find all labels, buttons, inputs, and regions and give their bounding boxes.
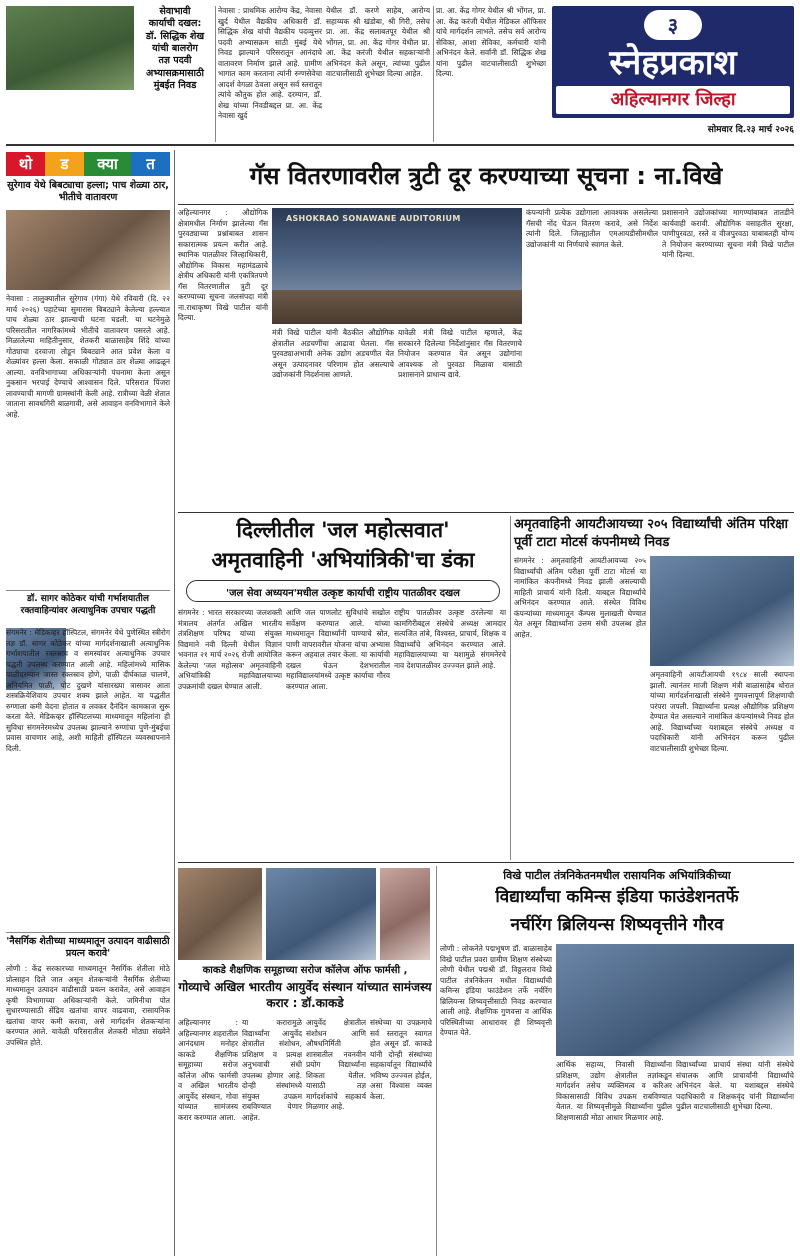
cummins-headline-line1: विद्यार्थ्यांचा कमिन्स इंडिया फाउंडेशनतर्फे bbox=[495, 887, 739, 907]
lead-photo-banner: ASHOKRAO SONAWANE AUDITORIUM bbox=[286, 214, 461, 223]
kakde-headline-line1: काकडे शैक्षणिक समूहाच्या सरोज कॉलेज ऑफ फार्मसी , bbox=[202, 965, 408, 976]
delhi-col3: राष्ट्रीय पातळीवर उत्कृष्ट ठरलेल्या या कामगिरीबद्दल संस्थेचे अध्यक्ष आमदार सत्यजित तांबे, विश्वस्त, प्राचार्य, शिक्षक व विद्यार्थ्यांचे अभिनंदन करण्यात आले. महाविद्यालयाच्या या यशामुळे संगमनेरचे नाव देशपातळीवर उज्ज्वल झाले आहे. bbox=[394, 608, 506, 670]
cummins-photo bbox=[556, 944, 794, 1056]
tag-letter: थो bbox=[6, 152, 45, 176]
top-box-line: मुंबईत निवड bbox=[153, 80, 197, 92]
sidebar-tag-strip bbox=[6, 152, 170, 176]
delhi-col1: संगमनेर : भारत सरकारच्या जलशक्ती मंत्रालय अंतर्गत अखिल भारतीय तंत्रशिक्षण परिषद यांच्या संयुक्त विद्यमाने नवी दिल्ली येथील विज्ञान भवनात २१ मार्च २०२६ रोजी आयोजित केलेल्या 'जल महोत्सव' अमृतवाहिनी अभियांत्रिकी महाविद्यालयाच्या उपक्रमांची दखल घेण्यात आली. bbox=[178, 608, 282, 691]
top-article-col3: प्रा. आ. केंद्र गोगर येथील श्री भोंगल, प्रा. आ. केंद्र करंजी येथील मेडिकल ऑफिसर यांचे मार्गदर्शन लाभले. तसेच सर्व आरोग्य सेविका, आशा सेविका, कर्मचारी यांनी अभिनंदन केले. सर्वांनी डॉ. सिद्धिक शेख यांना पुढील वाटचालीसाठी शुभेच्छा दिल्या. bbox=[436, 6, 546, 79]
top-article-col2: येथील डॉ. करणे साहेब, आरोग्य सहाय्यक श्री खंडोबा, श्री गिरी, तसेच प्रा. आ. केंद्र सलाबतपूर येथील श्री भोंगल, प्रा. आ. केंद्र गोगर येथील प्रा. आ. केंद्र करंजी येथील सहकाऱ्यांनी अभिनंदन केले असून, त्यांच्या पुढील वाटचालीसाठी शुभेच्छा दिल्या आहेत. bbox=[326, 6, 430, 79]
masthead-title: स्नेहप्रकाश bbox=[609, 43, 737, 83]
lead-col4: यावेळी मंत्री विखे पाटील म्हणाले, केंद्र सरकारने दिलेल्या निर्देशांनुसार गॅस वितरणाचे नियोजन करण्यात येत असून उद्योगांना आवश्यक तो पुरवठा मिळावा यासाठी प्रशासनाने प्राधान्य द्यावे. bbox=[398, 328, 522, 380]
top-box-line: अभ्यासक्रमासाठी bbox=[146, 67, 204, 79]
cummins-col3: विद्यार्थ्यांच्या प्राचार्य संस्था यांनी संस्थेचे संचालक आणि प्राचार्यांनी विद्यार्थ्यांचे अभिनंदन केले. या यशाबद्दल संस्थेचे पदाधिकारी व शिक्षकवृंद यांनी विद्यार्थ्यांना पुढील वाटचालीसाठी शुभेच्छा दिल्या. bbox=[676, 1060, 794, 1112]
top-box-line: यांची बालरोग bbox=[152, 43, 198, 55]
masthead bbox=[552, 6, 794, 142]
cummins-col2: आर्थिक सहाय्य, निवासी विद्यार्थ्यांना प्रशिक्षण, उद्योग क्षेत्रातील तज्ञांकडून मार्गदर्शन तसेच व्यक्तिमत्व व करिअर विकासासाठी विविध उपक्रम राबविण्यात येतात. या शिष्यवृत्तीमुळे विद्यार्थ्यांना पुढील शिक्षणासाठी मोठा आधार मिळणार आहे. bbox=[556, 1060, 672, 1122]
delhi-col2: आणि जल पाणलोट सुविधांचे सखोल सर्वेक्षण करण्यात आले. यांच्या माध्यमातून विद्यार्थ्यांनी पाण्याचे स्रोत, पाणी वापरावरील योजना यांचा अभ्यास करून अहवाल तयार केला. या कार्याची दखल घेऊन देशभरातील महाविद्यालयांमध्ये उत्कृष्ट कार्याचा गौरव करण्यात आला. bbox=[286, 608, 390, 691]
lead-col3: मंत्री विखे पाटील यांनी बैठकीत औद्योगिक क्षेत्रातील अडचणींचा आढावा घेतला. गॅस पुरवठ्याअभावी अनेक उद्योग अडचणीत येत असून उत्पादनावर परिणाम होत असल्याचे उद्योजकांनी निदर्शनास आणले. bbox=[272, 328, 394, 380]
masthead-edition: अहिल्यानगर जिल्हा bbox=[610, 89, 736, 110]
kakde-photo-1 bbox=[178, 868, 262, 960]
cummins-headline-line2: नर्चरिंग ब्रिलियन्स शिष्यवृत्तीने गौरव bbox=[510, 915, 724, 935]
top-box-line: कार्याची दखल: bbox=[148, 18, 202, 30]
sidebar-story2-body: संगमनेर : मेडिकव्हर हॉस्पिटल, संगमनेर येथे पुणेस्थित स्त्रीरोग तज्ञ डॉ. सागर कोठेकर यांच्या मार्गदर्शनाखाली अत्याधुनिक गर्भाशयातील रक्तस्राव व समस्यांवर अत्याधुनिक उपचार पद्धती उपलब्ध करण्यात आली आहे. महिलांमध्ये मासिक पाळीदरम्यान जास्त रक्तस्राव होणे, पाळी दीर्घकाळ चालणे, अनियमित पाळी, पोट दुखणे यांसारख्या त्रासावर आता शस्त्रक्रियेशिवाय उपचार शक्य झाले आहेत. या पद्धतीत रुग्णाला कमी वेदना होतात व लवकर दैनंदिन कामकाज सुरू करता येते. मेडिकव्हर हॉस्पिटलच्या माध्यमातून महिलांना ही सुविधा संगमनेरमध्येच उपलब्ध झाल्याने रुग्णांचा पुणे-मुंबईचा प्रवास वाचणार आहे, अशी माहिती हॉस्पिटल व्यवस्थापनाने दिली. bbox=[6, 628, 170, 753]
delhi-subhead-text: 'जल सेवा अध्ययन'मधील उत्कृष्ट कार्याची राष्ट्रीय पातळीवर दखल bbox=[226, 588, 460, 599]
kakde-col4: संस्थेच्या या उपक्रमाचे सर्व स्तरातून स्वागत होत असून डॉ. काकडे यांनी दोन्ही संस्थांच्या सहकार्यातून विद्यार्थ्यांचे भविष्य उज्ज्वल होईल, असा विश्वास व्यक्त केला. bbox=[370, 1018, 432, 1101]
lead-photo bbox=[272, 208, 522, 324]
tata-col1: संगमनेर : अमृतवाहिनी आयटीआयच्या २०५ विद्यार्थ्यांची अंतिम परीक्षा पूर्वी टाटा मोटर्स या नामांकित कंपनीमध्ये निवड झाली असल्याची माहिती प्राचार्य यांनी दिली. याबद्दल विद्यार्थ्यांचे अभिनंदन करण्यात आले. संस्थेत विविध कंपन्यांच्या माध्यमातून कॅम्पस मुलाखती घेण्यात येत असून विद्यार्थ्यांना उत्तम संधी उपलब्ध होत आहेत. bbox=[514, 556, 646, 639]
lead-headline: गॅस वितरणावरील त्रुटी दूर करण्याच्या सूचना : ना.विखे bbox=[249, 162, 723, 190]
tag-letter: ड bbox=[45, 152, 84, 176]
top-box-line: डॉ. सिद्धिक शेख bbox=[145, 30, 205, 42]
delhi-headline-line2: अमृतवाहिनी 'अभियांत्रिकी'चा डंका bbox=[211, 548, 475, 572]
top-box-line: तज्ञ पदवी bbox=[158, 55, 192, 67]
page-number: ३ bbox=[667, 13, 679, 37]
lead-col5: कंपन्यांनी प्रत्येक उद्योगाला आवश्यक असलेल्या गॅसची नोंद घेऊन वितरण करावे, असे निर्देश त्यांनी दिले. जिल्ह्यातील एमआयडीसीमधील उद्योजकांनी या निर्णयाचे स्वागत केले. bbox=[526, 208, 658, 249]
kakde-col3: आयुर्वेद क्षेत्रातील संशोधन आणि औषधनिर्मिती शास्त्रातील नवनवीन प्रयोग विद्यार्थ्यांना शिकता येतील. यासाठी तज्ञ मार्गदर्शकांचे सहकार्य मिळणार आहे. bbox=[306, 1018, 366, 1112]
cummins-kicker: विखे पाटील तंत्रनिकेतनमधील रासायनिक अभियांत्रिकीच्या bbox=[503, 869, 731, 882]
tag-letter: त bbox=[131, 152, 170, 176]
lead-photo-stage bbox=[272, 290, 522, 324]
top-left-photo bbox=[6, 6, 134, 90]
sidebar-story1-body: नेवासा : तालुक्यातील सुरेगाव (गंगा) येथे रविवारी (दि. २२ मार्च २०२६) पहाटेच्या सुमारास बिबट्याने केलेल्या हल्ल्यात पाच शेळ्या ठार झाल्याची घटना घडली. या घटनेमुळे परिसरातील नागरिकांमध्ये भीतीचे वातावरण पसरले आहे. मिळालेल्या माहितीनुसार, शेतकरी बाळासाहेब शिंदे यांच्या गोठ्याचा दरवाजा तोडून बिबट्याने आत प्रवेश केला व शेळ्यांवर हल्ला केला. सकाळी गोठ्यात ठार शेळ्या आढळून आल्या. वनविभागाच्या अधिकाऱ्यांनी पंचनामा केला असून नुकसान भरपाई देण्याचे आश्वासन दिले. परिसरात पिंजरा लावण्याची मागणी ग्रामस्थांनी केली आहे. रात्रीच्या वेळी शेतात जाताना सावधगिरी बाळगावी, असे आवाहन वनविभागाने केले आहे. bbox=[6, 294, 170, 419]
kakde-headline-line2: गोव्याचे अखिल भारतीय आयुर्वेद संस्थान यांच्यात सामंजस्य करार : डॉ.काकडे bbox=[178, 980, 432, 1010]
top-box bbox=[138, 6, 212, 104]
tata-photo bbox=[650, 556, 794, 666]
lead-col1: अहिल्यानगर : औद्योगिक क्षेत्रामधील निर्माण झालेल्या गॅस पुरवठ्याच्या प्रश्नांबाबत शासन सकारात्मक प्रयत्न करीत आहे. स्थानिक पातळीवर जिल्हाधिकारी, औद्योगिक विकास महामंडळाचे क्षेत्रीय अधिकारी यांनी एकत्रितपणे गॅस वितरणातील त्रुटी दूर करण्याच्या सूचना जलसंपदा मंत्री ना.राधाकृष्ण विखे पाटील यांनी दिल्या. bbox=[178, 208, 268, 323]
cummins-col1: लोणी : लोकनेते पद्मभूषण डॉ. बाळासाहेब विखे पाटील प्रवरा ग्रामीण शिक्षण संस्थेच्या लोणी येथील पद्मश्री डॉ. विठ्ठलराव विखे पाटील तंत्रनिकेतन मधील विद्यार्थ्यांची कमिन्स इंडिया फाउंडेशन तर्फे नर्चरिंग ब्रिलियन्स शिष्यवृत्तीसाठी निवड करण्यात आली आहे. शैक्षणिक गुणवत्ता व आर्थिक परिस्थितीच्या आधारावर ही शिष्यवृत्ती देण्यात येते. bbox=[440, 944, 552, 1038]
sidebar-story1-photo bbox=[6, 210, 170, 290]
top-article-col1: नेवासा : प्राथमिक आरोग्य केंद्र, नेवासा खुर्द येथील वैद्यकीय अधिकारी डॉ. सिद्धिक शेख यांची वैद्यकीय पदव्युत्तर पदवी अभ्यासक्रम साठी मुंबई येथे निवड झाल्याने परिसरातून आनंदाचे वातावरण निर्माण झाले आहे. ग्रामीण भागात काम करताना त्यांनी रुग्णसेवेचा आदर्श वेगळा ठेवला असून सर्व स्तरातून त्यांचे कौतुक होत आहे. दरम्यान, डॉ. शेख यांच्या निवडीबद्दल प्रा. आ. केंद्र नेवासा खुर्द bbox=[218, 6, 322, 121]
sidebar-story1-headline: सुरेगाव येथे बिबट्याचा हल्ला; पाच शेळ्या ठार, भीतीचे वातावरण bbox=[7, 180, 169, 204]
tata-col2: अमृतवाहिनी आयटीआयची १९८४ साली स्थापना झाली. त्यानंतर माजी शिक्षण मंत्री बाळासाहेब थोरात यांच्या मार्गदर्शनाखाली संस्थेने गुणवत्तापूर्ण शिक्षणाची परंपरा जपली. विद्यार्थ्यांना प्रत्यक्ष औद्योगिक प्रशिक्षण देण्यात येत असल्याने नामांकित कंपन्यांमध्ये निवड होत आहे. विद्यार्थ्यांच्या यशाबद्दल संस्थेचे अध्यक्ष व पदाधिकारी यांनी अभिनंदन करून पुढील वाटचालीसाठी शुभेच्छा दिल्या. bbox=[650, 670, 794, 753]
tag-letter: क्या bbox=[84, 152, 131, 176]
kakde-col1: अहिल्यानगर : अहिल्यानगर शहरातील आनंदधाम मनोहर काकडे शैक्षणिक समूहाच्या सरोज कॉलेज ऑफ फार्मसी व अखिल भारतीय आयुर्वेद संस्थान, गोवा यांच्यात सामंजस्य करार करण्यात आला. bbox=[178, 1018, 238, 1122]
sidebar-story2-headline: डॉ. सागर कोठेकर यांची गर्भाशयातील रक्तवाहिन्यांवर अत्याधुनिक उपचार पद्धती bbox=[20, 594, 156, 616]
lead-col6: प्रशासनाने उद्योजकांच्या मागण्यांबाबत तातडीने कार्यवाही करावी. औद्योगिक वसाहतीत सुरक्षा, पाणीपुरवठा, रस्ते व वीजपुरवठा याबाबतही योग्य ते नियोजन करण्याच्या सूचना मंत्री विखे पाटील यांनी दिल्या. bbox=[662, 208, 794, 260]
delhi-headline-line1: दिल्लीतील 'जल महोत्सवात' bbox=[236, 518, 450, 542]
edition-bar bbox=[556, 86, 790, 114]
kakde-photo-2 bbox=[266, 868, 376, 960]
kakde-col2: या करारामुळे विद्यार्थ्यांना आयुर्वेद क्षेत्रातील संशोधन, प्रशिक्षण व प्रत्यक्ष अनुभवाची संधी उपलब्ध होणार आहे. दोन्ही संस्थांमध्ये संयुक्त उपक्रम राबविण्यात येणार आहेत. bbox=[242, 1018, 302, 1122]
sidebar-story3-body: लोणी : केंद्र सरकारच्या माध्यमातून नैसर्गिक शेतीला मोठे प्रोत्साहन दिले जात असून शेतकऱ्यांनी नैसर्गिक शेतीच्या माध्यमातून उत्पादन वाढीसाठी प्रयत्न करावेत, असे आवाहन कृषी विभागाच्या अधिकाऱ्यांनी केले. जमिनीचा पोत सुधारण्यासाठी सेंद्रिय खतांचा वापर वाढवावा, रासायनिक खतांचा वापर कमी करावा, असे मार्गदर्शन शेतकऱ्यांना करण्यात आले. यावेळी परिसरातील शेतकरी मोठ्या संख्येने उपस्थित होते. bbox=[6, 964, 170, 1047]
page-number-badge bbox=[644, 10, 702, 40]
delhi-subhead bbox=[186, 580, 500, 602]
kakde-photo-3 bbox=[380, 868, 430, 960]
sidebar-story3-headline: 'नैसर्गिक शेतीच्या माध्यमातून उत्पादन वाढीसाठी प्रयत्न करावे' bbox=[6, 936, 170, 960]
top-box-line: सेवाभावी bbox=[159, 6, 191, 17]
tata-headline: अमृतवाहिनी आयटीआयच्या २०५ विद्यार्थ्यांची अंतिम परिक्षा पूर्वी टाटा मोटर्स कंपनीमध्ये निवड bbox=[514, 517, 789, 550]
masthead-date: सोमवार दि.२३ मार्च २०२६ bbox=[707, 125, 794, 135]
